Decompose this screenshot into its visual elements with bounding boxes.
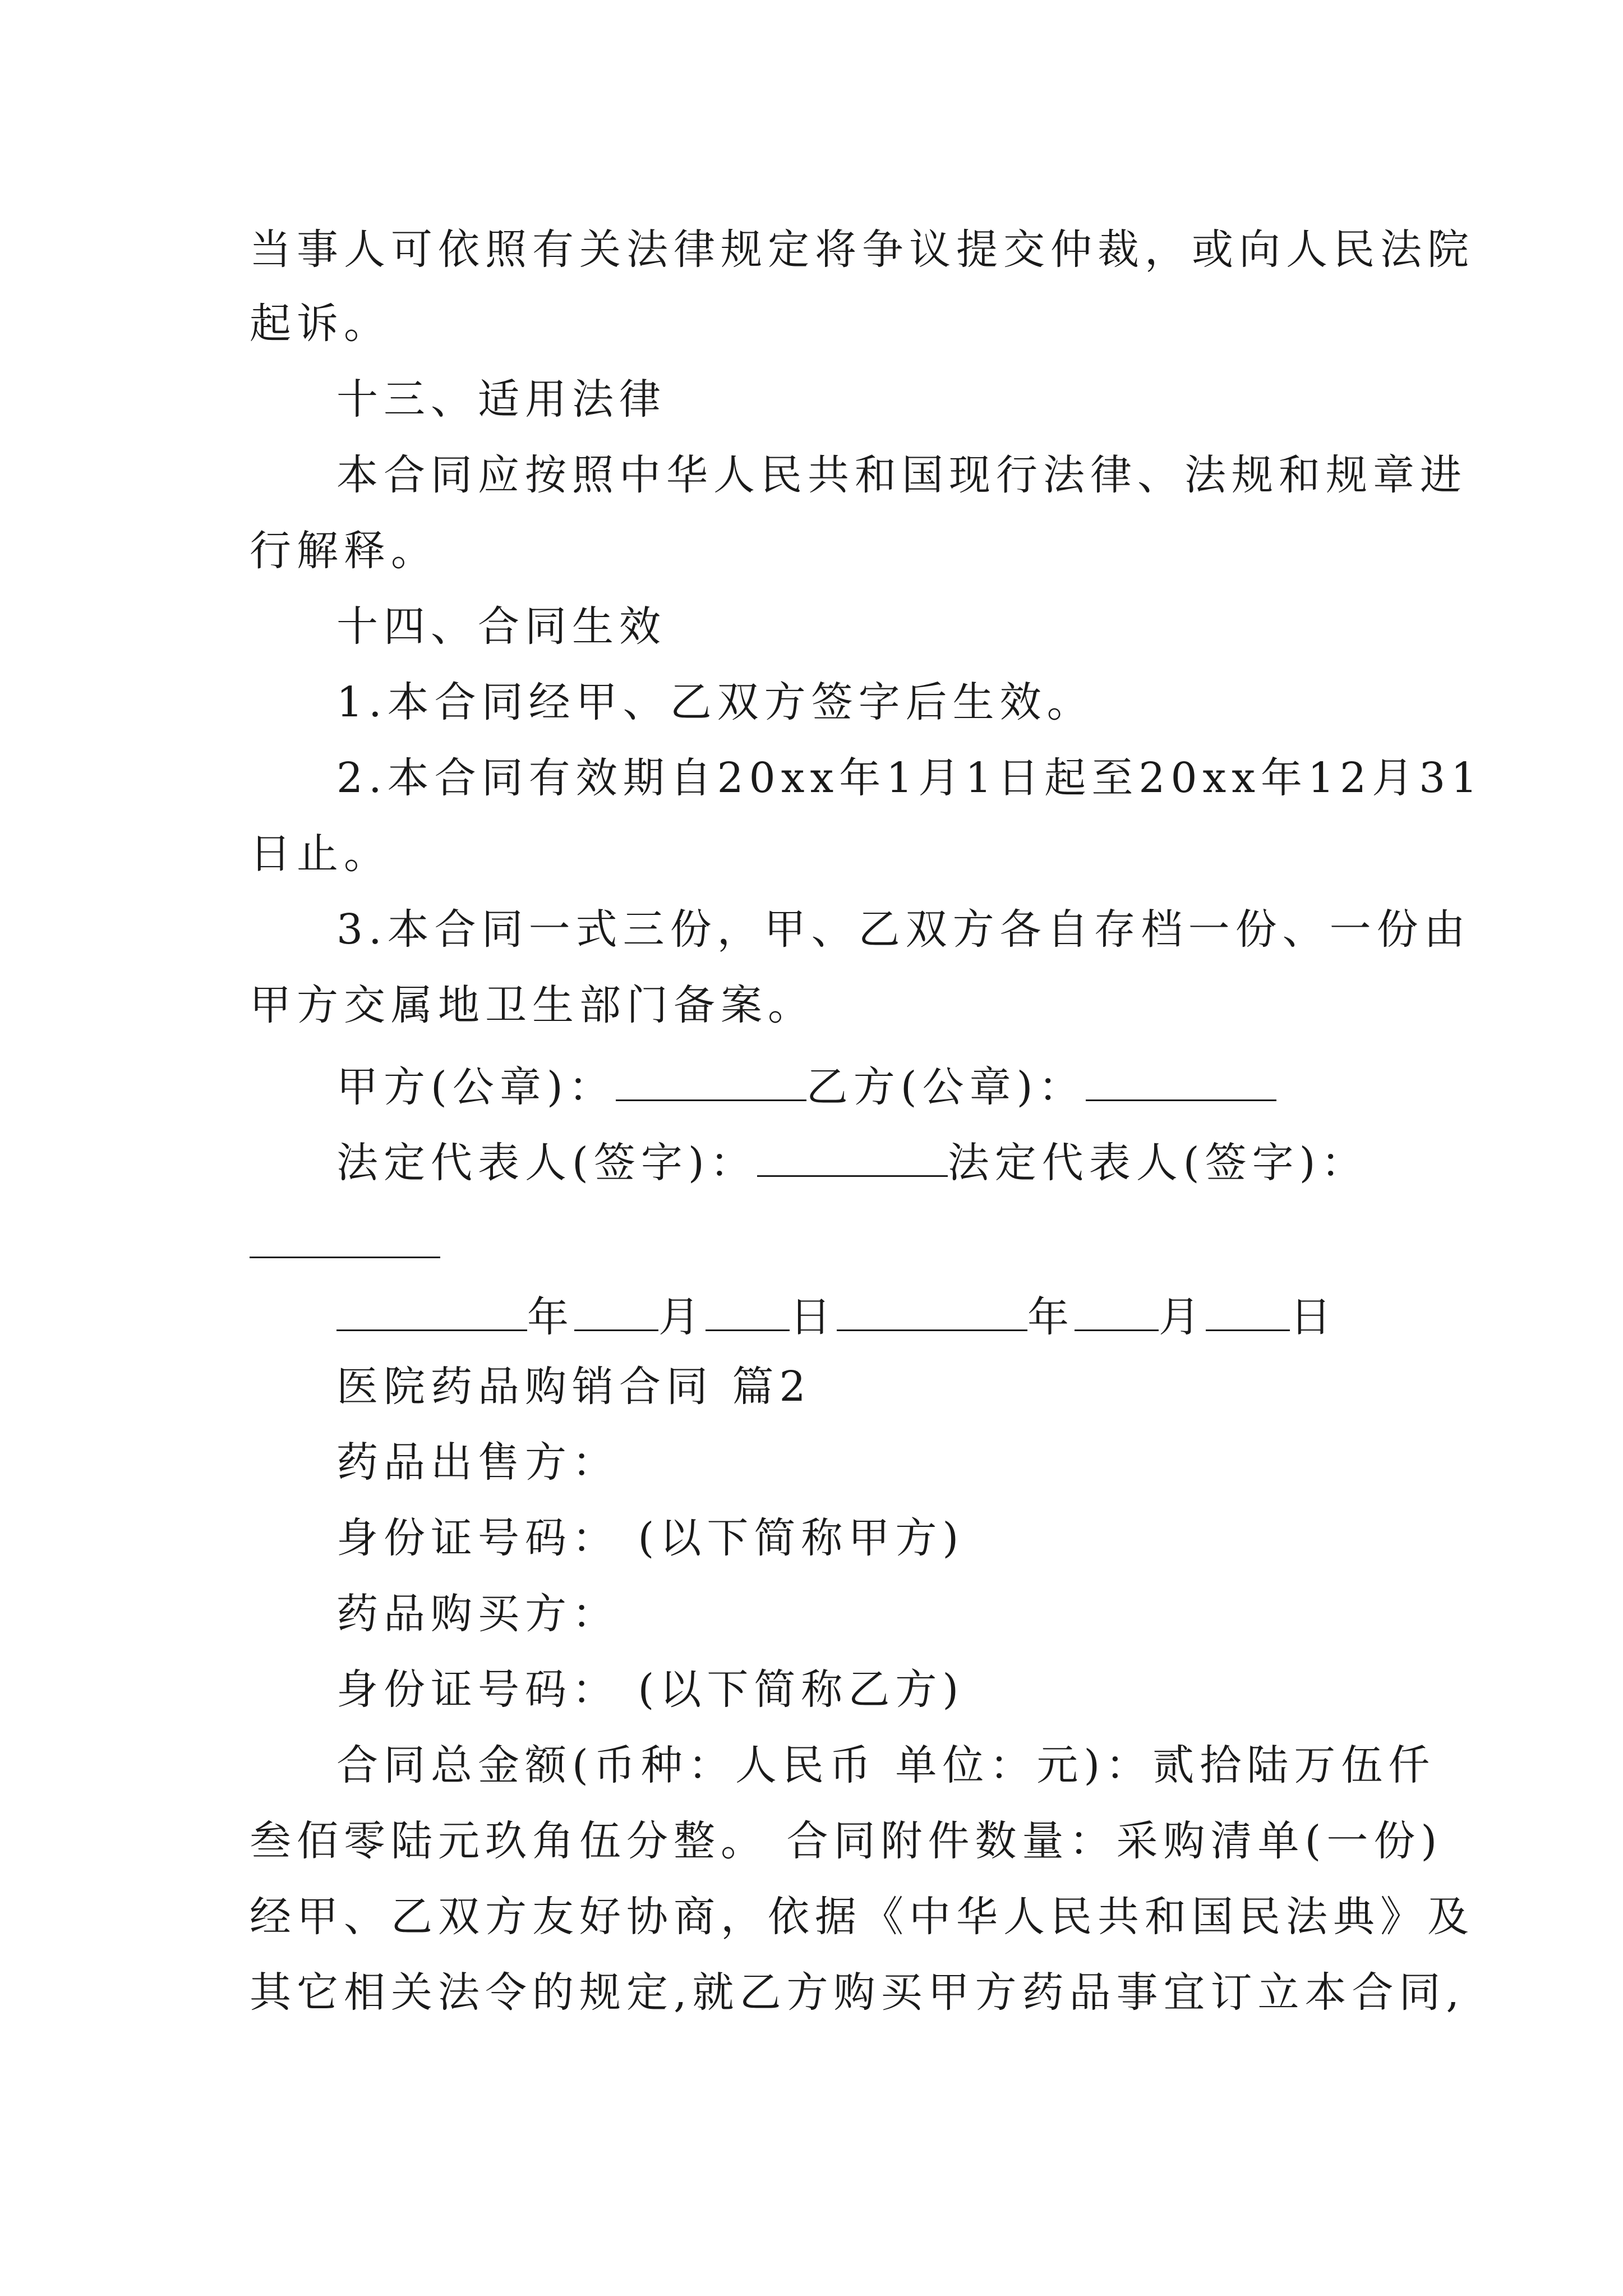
signature-rep-line: [336, 1136, 1394, 1187]
month-blank-a[interactable]: [574, 1290, 658, 1331]
year-blank-a[interactable]: [336, 1290, 527, 1331]
day-blank-b[interactable]: [1206, 1290, 1290, 1331]
seller-id-line: 身份证号码： (以下简称甲方): [336, 1514, 965, 1562]
day-label: 日: [790, 1293, 837, 1341]
rep-a-blank[interactable]: [757, 1136, 948, 1177]
amount-line: 合同总金额(币种：人民币 单位：元)：贰拾陆万伍仟: [336, 1741, 1436, 1789]
clause-line: 3.本合同一式三份，甲、乙双方各自存档一份、一份由: [336, 905, 1471, 954]
month-label: 月: [1159, 1293, 1206, 1341]
seller-line: 药品出售方：: [336, 1438, 619, 1487]
party-a-seal-blank[interactable]: [616, 1060, 806, 1101]
contract2-title: 医院药品购销合同 篇2: [336, 1363, 811, 1411]
rep-a-label: 法定代表人(签字)：: [336, 1139, 757, 1187]
party-a-seal-label: 甲方(公章)：: [336, 1063, 616, 1111]
rep-b-blank[interactable]: [250, 1257, 440, 1258]
day-label: 日: [1290, 1293, 1337, 1341]
year-label: 年: [1027, 1293, 1075, 1341]
signature-seal-line: [336, 1060, 1394, 1111]
paragraph-line: 本合同应按照中华人民共和国现行法律、法规和规章进: [336, 451, 1467, 499]
year-label: 年: [527, 1293, 574, 1341]
party-b-seal-label: 乙方(公章)：: [806, 1063, 1086, 1111]
paragraph-line: 经甲、乙双方友好协商，依据《中华人民共和国民法典》及: [250, 1893, 1474, 1941]
rep-b-label: 法定代表人(签字)：: [947, 1139, 1368, 1187]
paragraph-line: 甲方交属地卫生部门备案。: [250, 981, 815, 1029]
paragraph-line: 行解释。: [250, 527, 438, 575]
buyer-line: 药品购买方：: [336, 1590, 619, 1638]
paragraph-line: 日止。: [250, 830, 391, 878]
section-heading: 十三、适用法律: [336, 375, 666, 424]
paragraph-line: 其它相关法令的规定,就乙方购买甲方药品事宜订立本合同,: [250, 1968, 1465, 2017]
clause-line: 2.本合同有效期自20xx年1月1日起至20xx年12月31: [336, 754, 1483, 802]
clause-line: 1.本合同经甲、乙双方签字后生效。: [336, 678, 1094, 726]
buyer-id-line: 身份证号码： (以下简称乙方): [336, 1665, 965, 1714]
paragraph-line: 起诉。: [250, 300, 391, 348]
paragraph-line: 叁佰零陆元玖角伍分整。 合同附件数量：采购清单(一份): [250, 1817, 1443, 1865]
month-blank-b[interactable]: [1075, 1290, 1159, 1331]
date-line: [336, 1290, 1394, 1341]
day-blank-a[interactable]: [706, 1290, 790, 1331]
year-blank-b[interactable]: [837, 1290, 1027, 1331]
paragraph-line: 当事人可依照有关法律规定将争议提交仲裁，或向人民法院: [250, 226, 1474, 274]
section-heading: 十四、合同生效: [336, 602, 666, 651]
party-b-seal-blank[interactable]: [1086, 1060, 1276, 1101]
month-label: 月: [658, 1293, 706, 1341]
